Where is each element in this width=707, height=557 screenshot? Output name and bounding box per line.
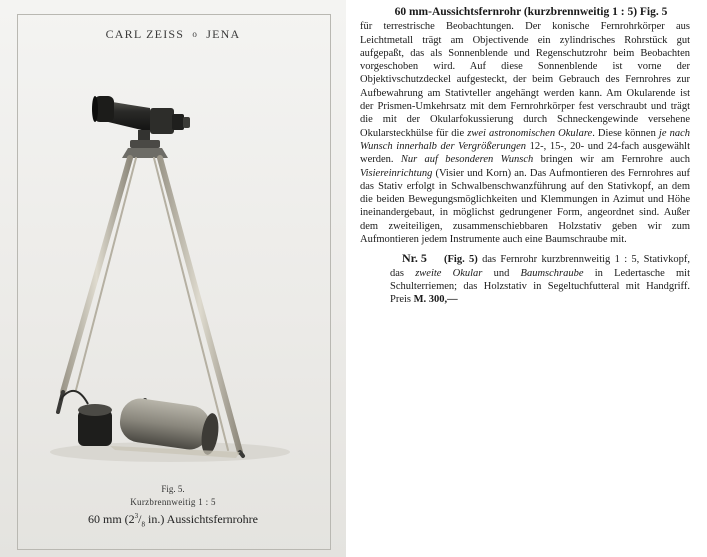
- figure-number: Fig. 5.: [161, 484, 185, 494]
- body-text-3: 12-, 15-, 20- und 24-fach ausgewählt werden.: [360, 140, 691, 166]
- description-column: [360, 6, 690, 307]
- order-text-3: in Ledertasche mit Schulterriemen; das Holzstativ in Segeltuchfutteral mit Handgriff. Preis: [390, 267, 690, 306]
- order-description: [390, 253, 690, 306]
- caption-prefix: 60 mm (2: [88, 512, 135, 526]
- caption-slash: /: [138, 512, 142, 526]
- telescope-tripod-illustration: [0, 0, 346, 557]
- order-number: Nr. 5: [402, 251, 427, 266]
- figure-subcaption: Kurzbrennweitig 1 : 5: [130, 497, 216, 507]
- catalogue-plate: [0, 0, 346, 557]
- order-italic-2: Baumschraube: [520, 267, 584, 279]
- order-price: M. 300,—: [413, 294, 458, 306]
- figure-title: [0, 512, 346, 528]
- caption-sup: 3: [134, 512, 139, 520]
- body-italic-4: Visiereinrichtung: [360, 167, 433, 179]
- order-item: [360, 253, 690, 306]
- caption-suffix: in.) Aussichtsfernrohre: [145, 512, 258, 526]
- body-italic-2: je nach Wunsch innerhalb der Vergrößerungen: [360, 127, 690, 152]
- body-text-4: bringen wir am Fernrohre auch: [533, 154, 690, 166]
- body-italic-1: zwei astronomischen Okulare: [467, 127, 593, 139]
- order-fig-ref: (Fig. 5): [444, 254, 478, 266]
- body-text-2: . Diese können: [592, 127, 659, 139]
- header-city: JENA: [206, 27, 241, 41]
- header-separator: o: [192, 29, 199, 39]
- body-text-1: für terrestrische Beobachtungen. Der konische Fernrohrkörper aus Leichtmetall trägt am Objectivende ein zylindrisches Rohrstück gut aufgepaßt, das als Sonnenblende und Regenschutzrohr beim Beobachten vorgeschoben wird. Auf diese Sonnenblende ist vorne der Objektivschutzdeckel aufgesteckt, der beim Gebrauch des Fernrohres zur Aufbewahrung am Stativteller angehängt werden kann. Am Okularende ist der Prismen-Umkehrsatz mit dem Fernrohrkörper fest verschraubt und trägt die mit der Okularfokussierung durch Schneckengewinde versehene Okularsteckhülse für die: [360, 21, 690, 139]
- order-text-1: das Fernrohr kurzbrennweitig 1 : 5, Stativkopf, das: [390, 254, 690, 279]
- article-body: [360, 20, 690, 246]
- body-italic-3: Nur auf besonderen Wunsch: [400, 154, 534, 166]
- telescope-icon: [92, 96, 190, 142]
- header-brand: CARL ZEISS: [105, 27, 185, 41]
- order-italic-1: zweite Okular: [415, 267, 483, 279]
- caption-sub-num: 8: [141, 520, 146, 529]
- article-heading: 60 mm-Aussichtsfernrohr (kurzbrennweitig 1 : 5) Fig. 5: [394, 6, 668, 18]
- body-text-5: (Visier und Korn) an. Das Aufmontieren des Fernrohres auf das Stativ erfolgt in Schwalbenschwanzführung auf den Stativkopf, an dem die beiden Bewegungsmöglichkeiten und Klemmungen in Azimut und Höhe ineinandergebaut, in möglichst gedrungener Form, angeordnet sind. Außer dem zweiteiligen, zusammenschiebbaren Holzstativ geben wir zum Aufmontieren jedem Instrumente auch eine Baumschraube mit.: [360, 167, 690, 246]
- order-text-2: und: [482, 267, 521, 279]
